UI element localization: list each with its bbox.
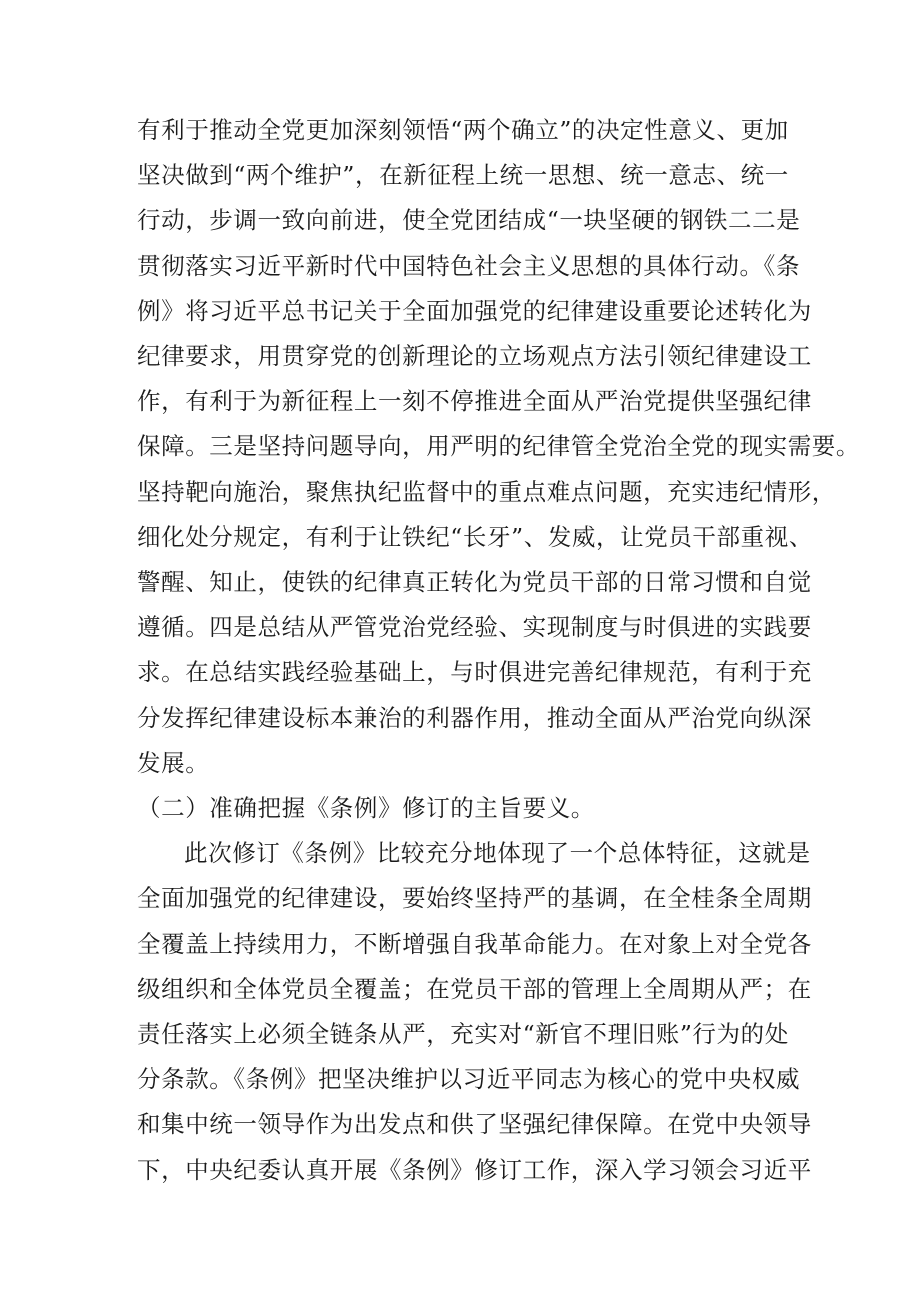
text-line: 求。在总结实践经验基础上，与时俱进完善纪律规范，有利于充 (137, 658, 812, 687)
text-line: 保障。三是坚持问题导向，用严明的纪律管全党治全党的现实需要。 (137, 432, 860, 461)
text-line: 坚持靶向施治，聚焦执纪监督中的重点难点问题，充实违纪情形， (137, 477, 836, 506)
paragraph-main-points (137, 831, 812, 1193)
text-line: 有利于推动全党更加深刻领悟“两个确立”的决定性意义、更加 (137, 116, 789, 144)
text-line: 分条款。《条例》把坚决维护以习近平同志为核心的党中央权威 (137, 1065, 801, 1094)
text-line: 级组织和全体党员全覆盖；在党员干部的管理上全周期从严；在 (137, 974, 812, 1003)
text-line: 细化处分规定，有利于让铁纪“长牙”、发威，让党员干部重视、 (137, 522, 813, 551)
text-line: 和集中统一领导作为出发点和供了坚强纪律保障。在党中央领导 (137, 1110, 812, 1139)
text-line: 警醒、知止，使铁的纪律真正转化为党员干部的日常习惯和自觉 (137, 568, 812, 597)
section-heading (137, 786, 787, 831)
text-line: 责任落实上必须全链条从严，充实对“新官不理旧账”行为的处 (137, 1020, 789, 1049)
text-line: 遵循。四是总结从严管党治党经验、实现制度与时俱进的实践要 (137, 613, 812, 642)
text-line: 全面加强党的纪律建设，要始终坚持严的基调，在全桂条全周期 (137, 884, 812, 913)
text-line: 纪律要求，用贯穿党的创新理论的立场观点方法引领纪律建设工 (137, 342, 812, 371)
text-line: 分发挥纪律建设标本兼治的利器作用，推动全面从严治党向纵深 (137, 703, 812, 732)
text-line: 例》将习近平总书记关于全面加强党的纪律建设重要论述转化为 (137, 296, 812, 325)
text-line: 坚决做到“两个维护”，在新征程上统一思想、统一意志、统一 (137, 161, 789, 190)
text-line: 发展。 (137, 748, 210, 777)
text-line: 行动，步调一致向前进，使全党团结成“一块坚硬的钢铁二二是 (137, 206, 801, 235)
text-line: 作，有利于为新征程上一刻不停推进全面从严治党提供坚强纪律 (137, 387, 812, 416)
text-line: 贯彻落实习近平新时代中国特色社会主义思想的具体行动。《条 (137, 251, 801, 280)
paragraph-reasons (137, 108, 860, 786)
document-body (137, 108, 860, 1193)
text-line: 全覆盖上持续用力，不断增强自我革命能力。在对象上对全党各 (137, 929, 812, 958)
text-line: 此次修订《条例》比较充分地体现了一个总体特征，这就是 (184, 839, 811, 868)
text-line: 下，中央纪委认真开展《条例》修订工作，深入学习领会习近平 (137, 1155, 812, 1184)
heading-text: （二）准确把握《条例》修订的主旨要义。 (137, 794, 595, 823)
